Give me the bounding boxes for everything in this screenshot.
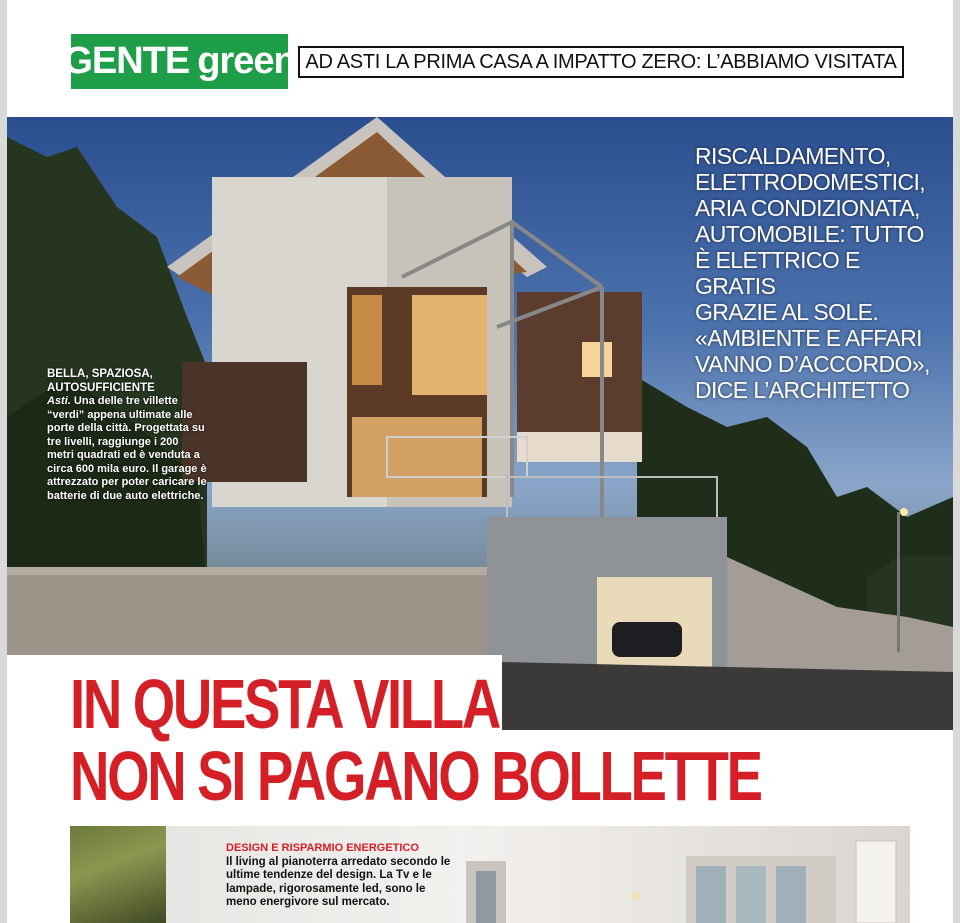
brand-part1: GENTE [63, 40, 190, 82]
interior-caption-title: DESIGN E RISPARMIO ENERGETICO [226, 842, 419, 854]
article-title-line1: IN QUESTA VILLA [70, 665, 499, 743]
article-title [70, 665, 761, 815]
brand-part2: green [197, 40, 296, 82]
photo-caption [47, 368, 207, 503]
page-edge-left [0, 0, 7, 923]
interior-photo-trees [70, 826, 166, 923]
section-headline: AD ASTI LA PRIMA CASA A IMPATTO ZERO: L’ABBIAMO VISITATA [298, 46, 904, 78]
photo-caption-place: Asti. [47, 395, 71, 407]
pull-quote: RISCALDAMENTO, ELETTRODOMESTICI, ARIA CONDIZIONATA, AUTOMOBILE: TUTTO È ELETTRICO E GRATIS GRAZIE AL SOLE. «AMBIENTE E AFFARI VANNO D’ACCORDO», DICE L’ARCHITETTO [695, 143, 930, 403]
interior-photo [70, 826, 910, 923]
photo-caption-body: Una delle tre villette “verdi” appena ultimate alle porte della città. Progettata su tre livelli, raggiunge i 200 metri quadrati ed è venduta a circa 600 mila euro. Il garage è attrezzato per poter caricare le batterie di due auto elettriche. [47, 395, 207, 502]
interior-caption-body: Il living al pianoterra arredato secondo le ultime tendenze del design. La Tv e le lampade, rigorosamente led, sono le meno energivore sul mercato. [226, 855, 451, 908]
brand-logo [63, 34, 296, 89]
interior-caption [226, 842, 456, 910]
photo-caption-title: BELLA, SPAZIOSA, AUTOSUFFICIENTE [47, 368, 155, 394]
page-edge-right [953, 0, 960, 923]
article-title-line2: NON SI PAGANO BOLLETTE [70, 737, 761, 815]
